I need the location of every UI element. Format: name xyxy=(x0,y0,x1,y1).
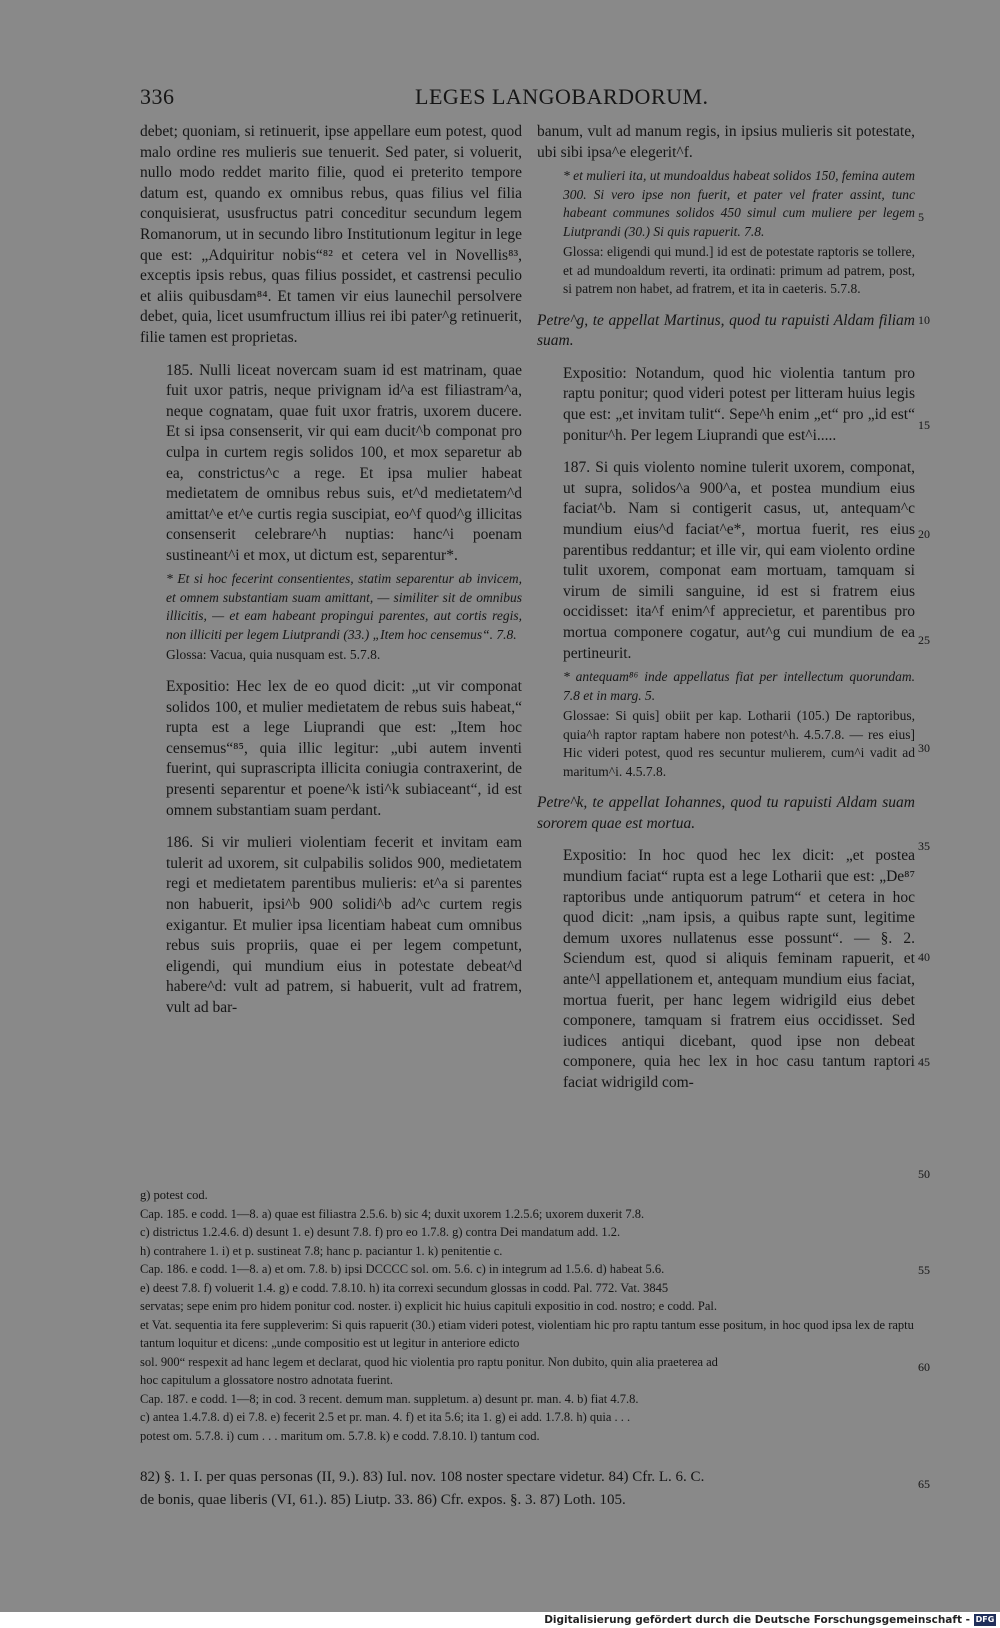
chapter-185: 185. Nulli liceat novercam suam id est matrinam, quae fuit uxor patris, neque privignam id^a est filiastram^a, neque cognatam, quae fuit uxor fratris, uxorem ducere. Et si ipsa consenserit, vir qui eam ducit^b componat pro culpa in curtem regis solidos 100, et mox separetur ab ea, constrictus^c a rege. Et ipsa mulier habeat medietatem de omnibus rebus suis, et^d medietatem^d amittat^e et^e curtis regia suscipiat, eo^f quod^g illicitas consenserit celebrare^h nuptias: hanc^i poenam sustineant^i et mox, ut dictum est, separentur*. xyxy=(166,361,522,564)
interpolation-187: * antequam⁸⁶ inde appellatus fiat per intellectum quorundam. 7.8 et in marg. 5. xyxy=(563,669,915,703)
critical-apparatus xyxy=(140,1186,950,1445)
apparatus-line: et Vat. sequentia ita fere suppleverim: Si quis rapuerit (30.) etiam videri potest, violentiam hic pro raptu tantum esse positum, in hoc quod ipsa lex de raptu tantum loquitur et dicens: „unde compositio est ut legitur in anteriore edicto xyxy=(140,1317,914,1350)
formula-186: Petre^g, te appellat Martinus, quod tu rapuisti Aldam filiam suam. xyxy=(537,311,915,350)
margin-line-number: 30 xyxy=(918,741,930,755)
interpolation-186: * et mulieri ita, ut mundoaldus habeat solidos 150, femina autem 300. Si vero ipse non fuerit, et pater vel frater assint, tunc habeant communes solidos 450 simul cum muliere per legem Liutprandi (30.) Si quis rapuerit. 7.8. xyxy=(563,168,915,239)
glossa-186: Glossa: eligendi qui mund.] id est de potestate raptoris se tollere, et ad mundoaldum reverti, ita ordinati: primum ad patrem, post, si patrem non habet, ad fratrem, et ita in caeteris. 5.7.8. xyxy=(563,244,915,297)
running-title: LEGES LANGOBARDORUM. xyxy=(415,84,709,109)
dfg-logo: DFG xyxy=(975,1615,995,1624)
margin-line-number: 25 xyxy=(918,633,930,647)
apparatus-line: Cap. 187. e codd. 1—8; in cod. 3 recent. demum man. suppletum. a) desunt pr. man. 4. b) fiat 4.7.8. xyxy=(140,1391,639,1406)
apparatus-line: g) potest cod. xyxy=(140,1188,208,1202)
expositio-185: Expositio: Hec lex de eo quod dicit: „ut vir componat solidos 100, et mulier medietatem de rebus suis habeat,“ rupta est a lege Liuprandi que est: „Item hoc censemus“⁸⁵, quia illic legitur: „ubi autem inventi fuerint, qui suprascripta illicita coniugia contraxerint, de presenti separentur et poene^k isti^k subiaceant“, id est omnem substantiam suam perdant. xyxy=(166,677,522,819)
chapter-187: 187. Si quis violento nomine tulerit uxorem, componat, ut supra, solidos^a 900^a, et postea mundium eius faciat^b. Nam si contigerit casus, ut, antequam^c mundium eius^d faciat^e*, mortua fuerit, res eius parentibus reddantur; et ille vir, qui eam violento ordine tulit uxorem, componat eam mortuam, tamquam si virum de simili sanguine, id est si fratrem eius occidisset: ita^f enim^f apprecietur, et parentibus pro mortua componere cogatur, aut^g cui mundium de ea pertineurit. xyxy=(563,459,915,662)
expositio-186: Expositio: Notandum, quod hic violentia tantum pro raptu ponitur; quod videri potest per litteram huius legis que est: „et invitam tulit“. Sepe^h enim „et“ pro „id est“ ponitur^h. Per legem Liuprandi que est^i..... xyxy=(563,364,915,444)
apparatus-line: h) contrahere 1. i) et p. sustineat 7.8; hanc p. paciantur 1. k) penitentie c. xyxy=(140,1243,503,1258)
footnote-line: de bonis, quae liberis (VI, 61.). 85) Liutp. 33. 86) Cfr. expos. §. 3. 87) Loth. 105. xyxy=(140,1492,626,1508)
margin-line-number: 10 xyxy=(918,313,930,327)
left-column xyxy=(140,122,522,1018)
expositio-187: Expositio: In hoc quod hec lex dicit: „et postea mundium faciat“ rupta est a lege Lotharii que est: „De⁸⁷ raptoribus unde antiquorum patrum“ et cetera in hoc quod dicit: „nam ipsis, a quibus rapte sunt, legitime demum uxores nullatenus esse possunt“. — §. 2. Sciendum est, quod si aliquis feminam rapuerit, et ante^l appellationem et, antequam mundium eius faciat, mortua fuerit, per hanc legem widrigild eius debet componere, tamquam si fratrem eius occidisset. Sed iudices antiqui dicebant, quod ipse non debeat componere, quia hec lex in hoc casu tantum raptori faciat widrigild com- xyxy=(563,847,915,1091)
chapter-186-cont: banum, vult ad manum regis, in ipsius mulieris sit potestate, ubi sibi ipsa^e elegerit^f. xyxy=(537,123,915,161)
apparatus-line: servatas; sepe enim pro hidem ponitur cod. noster. i) explicit hic huius capituli expositio in cod. nostro; e codd. Pal. xyxy=(140,1299,717,1313)
margin-line-number: 60 xyxy=(918,1360,930,1374)
margin-line-number: 40 xyxy=(918,950,930,964)
right-column xyxy=(537,122,915,1094)
margin-line-number: 15 xyxy=(918,418,930,432)
chapter-186: 186. Si vir mulieri violentiam fecerit et invitam eam tulerit ad uxorem, sit culpabilis solidos 900, medietatem regi et medietatem parentibus mulieris: et^a si parentes non habuerit, ipsi^b 900 solidi^b ad^c curtem regis exigantur. Et mulier ipsa licentiam habeat cum omnibus rebus suis propriis, quae ei per legem competunt, eligendi, qui mundium eius in potestate debeat^d habere^d: vult ad patrem, si habuerit, vult ad fratrem, vult ad bar- xyxy=(166,834,522,1016)
apparatus-line: hoc capitulum a glossatore nostro adnotata fuerint. xyxy=(140,1373,394,1387)
digitization-note: Digitalisierung gefördert durch die Deutsche Forschungsgemeinschaft - xyxy=(544,1614,970,1626)
apparatus-line: sol. 900“ respexit ad hanc legem et declarat, quod hic violentia pro raptu ponitur. Non dubito, quin alia praeterea ad xyxy=(140,1354,718,1369)
margin-line-number: 35 xyxy=(918,839,930,853)
margin-line-number: 50 xyxy=(918,1167,930,1181)
footnote-line: 82) §. 1. I. per quas personas (II, 9.). 83) Iul. nov. 108 noster spectare videtur. 84) Cfr. L. 6. C. xyxy=(140,1469,705,1485)
apparatus-line: c) antea 1.4.7.8. d) ei 7.8. e) fecerit 2.5 et pr. man. 4. f) et ita 5.6; ita 1. g) ei add. 1.7.8. h) quia . . . xyxy=(140,1410,631,1424)
glossae-187: Glossae: Si quis] obiit per kap. Lotharii (105.) De raptoribus, quia^h raptor raptam habere non potest^h. 4.5.7.8. — res eius] Hic videri potest, quod res secuntur mulierem, cum^i vadit ad maritum^i. 4.5.7.8. xyxy=(563,708,915,779)
glossa-185: Glossa: Vacua, quia nusquam est. 5.7.8. xyxy=(166,647,381,663)
margin-line-number: 65 xyxy=(918,1477,930,1491)
apparatus-line: Cap. 186. e codd. 1—8. a) et om. 7.8. b) ipsi DCCCC sol. om. 5.6. c) in integrum ad 1.5.6. d) habeat 5.6. xyxy=(140,1262,665,1276)
apparatus-line: c) districtus 1.2.4.6. d) desunt 1. e) desunt 7.8. f) pro eo 1.7.8. g) contra Dei mandatum add. 1.2. xyxy=(140,1225,621,1239)
formula-187: Petre^k, te appellat Iohannes, quod tu rapuisti Aldam suam sororem quae est mortua. xyxy=(537,794,915,832)
apparatus-line: e) deest 7.8. f) voluerit 1.4. g) e codd. 7.8.10. h) ita correxi secundum glossas in codd. Pal. 772. Vat. 3845 xyxy=(140,1280,669,1295)
apparatus-line: potest om. 5.7.8. i) cum . . . maritum om. 5.7.8. k) e codd. 7.8.10. l) tantum cod. xyxy=(140,1428,540,1443)
margin-line-number: 55 xyxy=(918,1263,930,1277)
page-number: 336 xyxy=(140,84,175,109)
margin-line-number: 45 xyxy=(918,1055,930,1069)
margin-line-number: 20 xyxy=(918,527,930,541)
margin-line-number: 5 xyxy=(918,210,924,224)
apparatus-line: Cap. 185. e codd. 1—8. a) quae est filiastra 2.5.6. b) sic 4; duxit uxorem 1.2.5.6; uxorem duxerit 7.8. xyxy=(140,1206,645,1221)
left-paragraph-1: debet; quoniam, si retinuerit, ipse appellare eum potest, quod malo ordine res mulieris sue tenuerit. Sed pater, si voluerit, nullo modo reddet marito filie, quod ei preterito tempore datum est, quando ex omnibus rebus, quas filius vel filia conquisierat, ususfructus patri conceditur secundum legem Romanorum, ut in secundo libro Institutionum legitur in lege que est: „Adquiritur nobis“⁸² et cetera vel in Novellis⁸³, exceptis ipsis rebus, quas filius possidet, et castrensi peculio et aliis quibusdam⁸⁴. Et tamen vir eius launechil persolvere debet, quia, licet usumfructum illius rei ibi pater^g retinuerit, filie tamen est proprietas. xyxy=(140,123,522,346)
interpolation-185: * Et si hoc fecerint consentientes, statim separentur ab invicem, et omnem substantiam suam amittant, — similiter sit de omnibus illicitis, — et eam habeant propingui parentes, aut cortis regis, non illiciti per legem Liutprandi (33.) „Item hoc censemus“. 7.8. xyxy=(166,571,522,642)
footnotes xyxy=(140,1466,950,1512)
